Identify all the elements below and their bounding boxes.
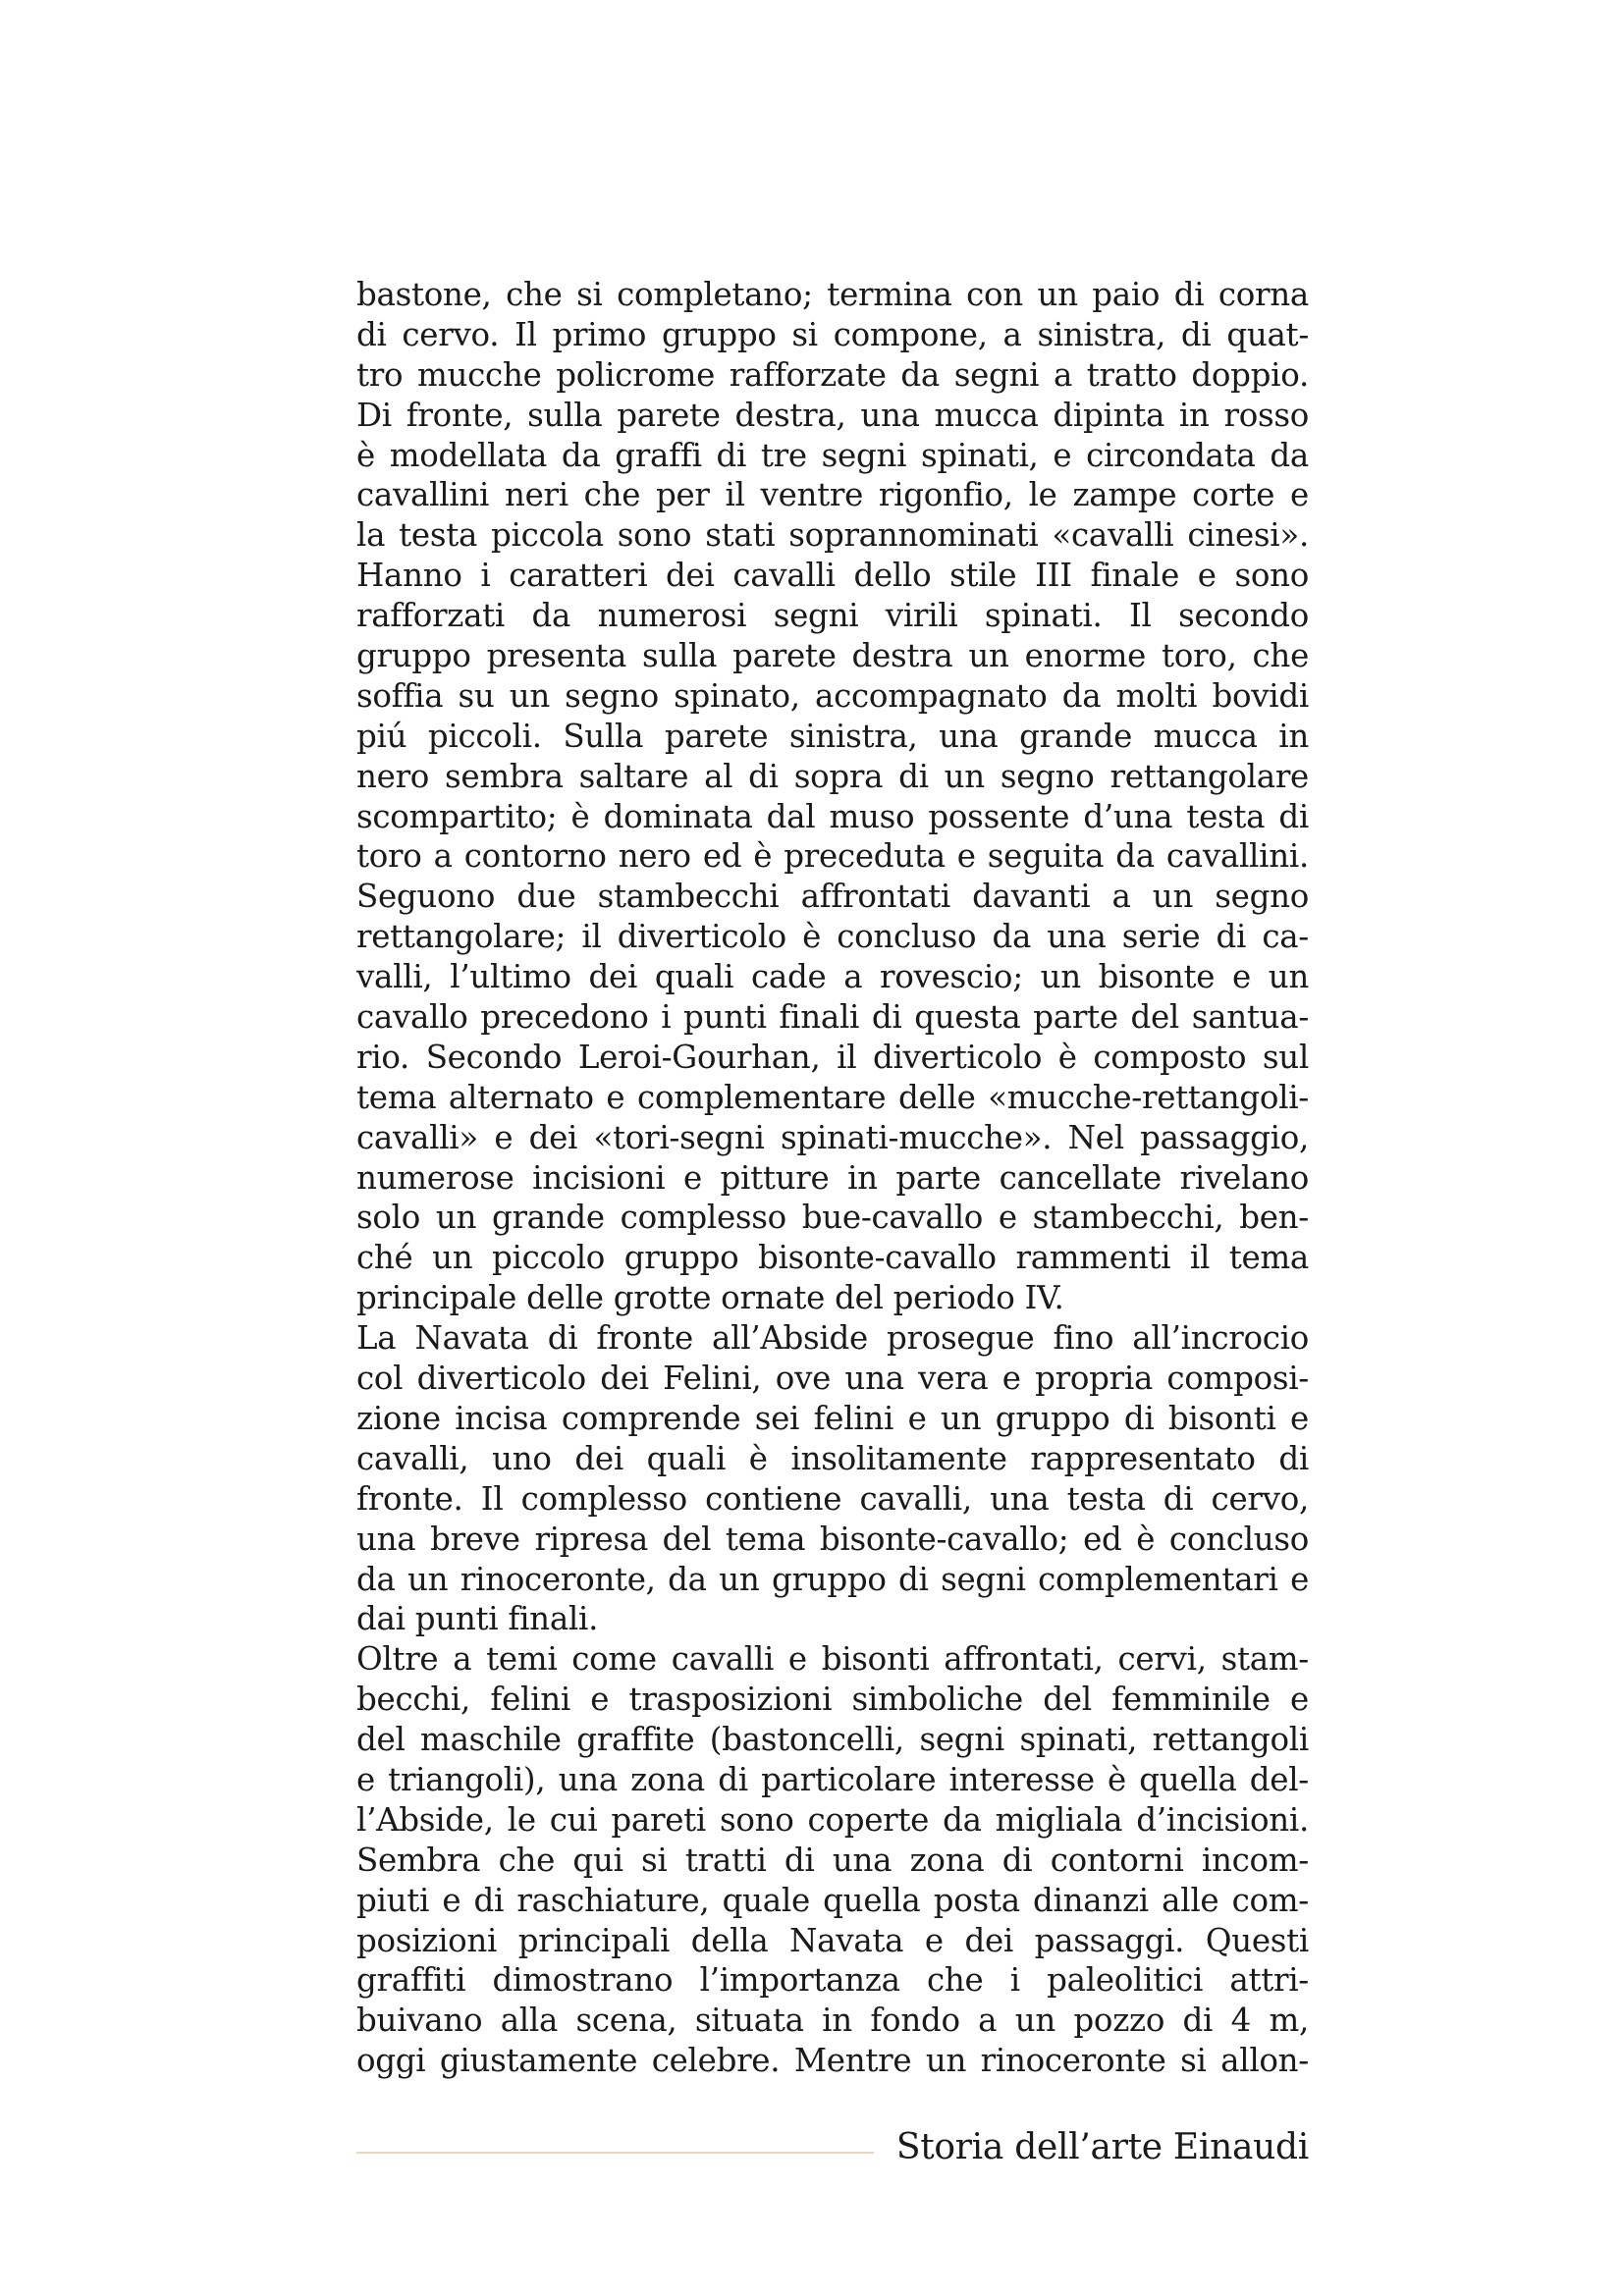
footer-title: Storia dell’arte Einaudi	[895, 2127, 1309, 2167]
text-line: buivano alla scena, situata in fondo a un pozzo di 4 m,	[356, 2002, 1309, 2040]
text-line: tema alternato e complementare delle «mucche-rettangoli-	[356, 1078, 1309, 1116]
text-line: cavalli, uno dei quali è insolitamente rappresentato di	[356, 1439, 1309, 1477]
text-line: toro a contorno nero ed è preceduta e seguita da cavallini.	[356, 837, 1309, 876]
text-line: numerose incisioni e pitture in parte cancellate rivelano	[356, 1158, 1309, 1197]
text-line: bastone, che si completano; termina con un paio di corna	[356, 276, 1309, 313]
text-line: valli, l’ultimo dei quali cade a rovescio; un bisonte e un	[356, 958, 1309, 996]
text-line: Hanno i caratteri dei cavalli dello stile III finale e sono	[356, 557, 1309, 595]
text-line: rio. Secondo Leroi-Gourhan, il diverticolo è composto sul	[356, 1038, 1309, 1076]
text-line: dai punti finali.	[356, 1600, 599, 1638]
body-text	[356, 275, 1309, 2081]
text-line: e triangoli), una zona di particolare interesse è quella del-	[356, 1760, 1309, 1798]
text-line: cavallo precedono i punti finali di questa parte del santua-	[356, 998, 1309, 1037]
text-line: oggi giustamente celebre. Mentre un rinoceronte si allon-	[356, 2042, 1309, 2080]
text-line: di cervo. Il primo gruppo si compone, a sinistra, di quat-	[356, 315, 1309, 353]
text-line: nero sembra saltare al di sopra di un segno rettangolare	[356, 757, 1309, 795]
text-line: rettangolare; il diverticolo è concluso da una serie di ca-	[356, 918, 1309, 956]
text-line: una breve ripresa del tema bisonte-cavallo; ed è concluso	[356, 1520, 1309, 1558]
text-line: l’Abside, le cui pareti sono coperte da migliala d’incisioni.	[356, 1800, 1309, 1839]
text-line: gruppo presenta sulla parete destra un enorme toro, che	[356, 637, 1309, 675]
text-line: cavallini neri che per il ventre rigonfio, le zampe corte e	[356, 476, 1309, 514]
text-line: col diverticolo dei Felini, ove una vera e propria composi-	[356, 1360, 1309, 1398]
text-line: Seguono due stambecchi affrontati davanti a un segno	[356, 878, 1309, 916]
text-line: graffiti dimostrano l’importanza che i paleolitici attri-	[356, 1961, 1309, 2000]
text-line: del maschile graffite (bastoncelli, segni spinati, rettangoli	[356, 1721, 1309, 1759]
text-line: Di fronte, sulla parete destra, una mucca dipinta in rosso	[356, 396, 1309, 434]
text-line: principale delle grotte ornate del periodo IV.	[356, 1279, 1064, 1317]
text-line: rafforzati da numerosi segni virili spinati. Il secondo	[356, 597, 1309, 635]
text-line: ché un piccolo gruppo bisonte-cavallo rammenti il tema	[356, 1239, 1309, 1277]
text-line: becchi, felini e trasposizioni simboliche del femminile e	[356, 1681, 1309, 1719]
text-line: da un rinoceronte, da un gruppo di segni complementari e	[356, 1560, 1309, 1598]
text-line: è modellata da graffi di tre segni spinati, e circondata da	[356, 436, 1309, 474]
text-line: Sembra che qui si tratti di una zona di contorni incom-	[356, 1841, 1309, 1879]
text-line: piú piccoli. Sulla parete sinistra, una grande mucca in	[356, 717, 1309, 755]
text-line: cavalli» e dei «tori-segni spinati-mucche». Nel passaggio,	[356, 1118, 1309, 1156]
text-line: solo un grande complesso bue-cavallo e stambecchi, ben-	[356, 1199, 1309, 1237]
text-line: la testa piccola sono stati soprannominati «cavalli cinesi».	[356, 516, 1309, 555]
text-line: posizioni principali della Navata e dei passaggi. Questi	[356, 1921, 1309, 1959]
text-line: soffia su un segno spinato, accompagnato da molti bovidi	[356, 676, 1309, 715]
footer-rule	[356, 2152, 874, 2154]
text-line: La Navata di fronte all’Abside prosegue fino all’incrocio	[356, 1319, 1309, 1358]
text-line: scompartito; è dominata dal muso possente d’una testa di	[356, 797, 1309, 835]
text-line: zione incisa comprende sei felini e un gruppo di bisonti e	[356, 1399, 1309, 1437]
text-line: tro mucche policrome rafforzate da segni a tratto doppio.	[356, 355, 1309, 394]
text-line: Oltre a temi come cavalli e bisonti affrontati, cervi, stam-	[356, 1640, 1309, 1679]
text-line: piuti e di raschiature, quale quella posta dinanzi alle com-	[356, 1881, 1309, 1919]
text-line: fronte. Il complesso contiene cavalli, una testa di cervo,	[356, 1479, 1309, 1518]
